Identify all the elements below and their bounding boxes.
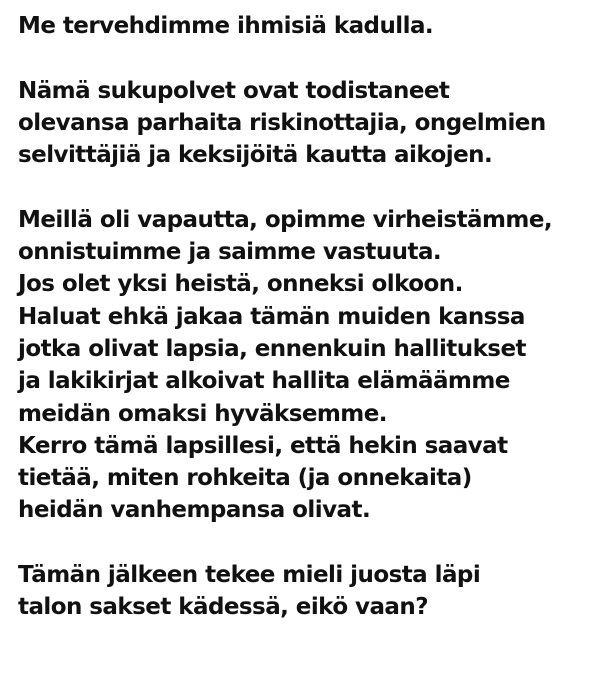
text-line: Haluat ehkä jakaa tämän muiden kanssa — [18, 303, 525, 330]
paragraph-greeting — [18, 10, 596, 42]
text-line: ja lakikirjat alkoivat hallita elämäämme — [18, 368, 510, 395]
paragraph-closing — [18, 559, 596, 624]
text-line: onnistuimme ja saimme vastuuta. — [18, 239, 442, 266]
text-line: Nämä sukupolvet ovat todistaneet — [18, 77, 450, 104]
text-line: jotka olivat lapsia, ennenkuin hallitukset — [18, 335, 526, 362]
text-line: Meillä oli vapautta, opimme virheistämme, — [18, 206, 553, 233]
text-line: heidän vanhempansa olivat. — [18, 497, 371, 524]
text-line: Kerro tämä lapsillesi, että hekin saavat — [18, 432, 508, 459]
paragraph-generations — [18, 75, 596, 172]
document-text — [18, 10, 596, 624]
text-line: meidän omaksi hyväksemme. — [18, 400, 387, 427]
text-line: olevansa parhaita riskinottajia, ongelmien — [18, 109, 546, 136]
text-line: Me tervehdimme ihmisiä kadulla. — [18, 13, 434, 39]
text-line: talon sakset kädessä, eikö vaan? — [18, 594, 429, 621]
text-line: selvittäjiä ja keksijöitä kautta aikojen. — [18, 142, 493, 169]
text-line: tietää, miten rohkeita (ja onnekaita) — [18, 465, 472, 492]
text-line: Jos olet yksi heistä, onneksi olkoon. — [18, 271, 463, 298]
paragraph-freedom — [18, 204, 596, 527]
text-line: Tämän jälkeen tekee mieli juosta läpi — [18, 562, 481, 589]
